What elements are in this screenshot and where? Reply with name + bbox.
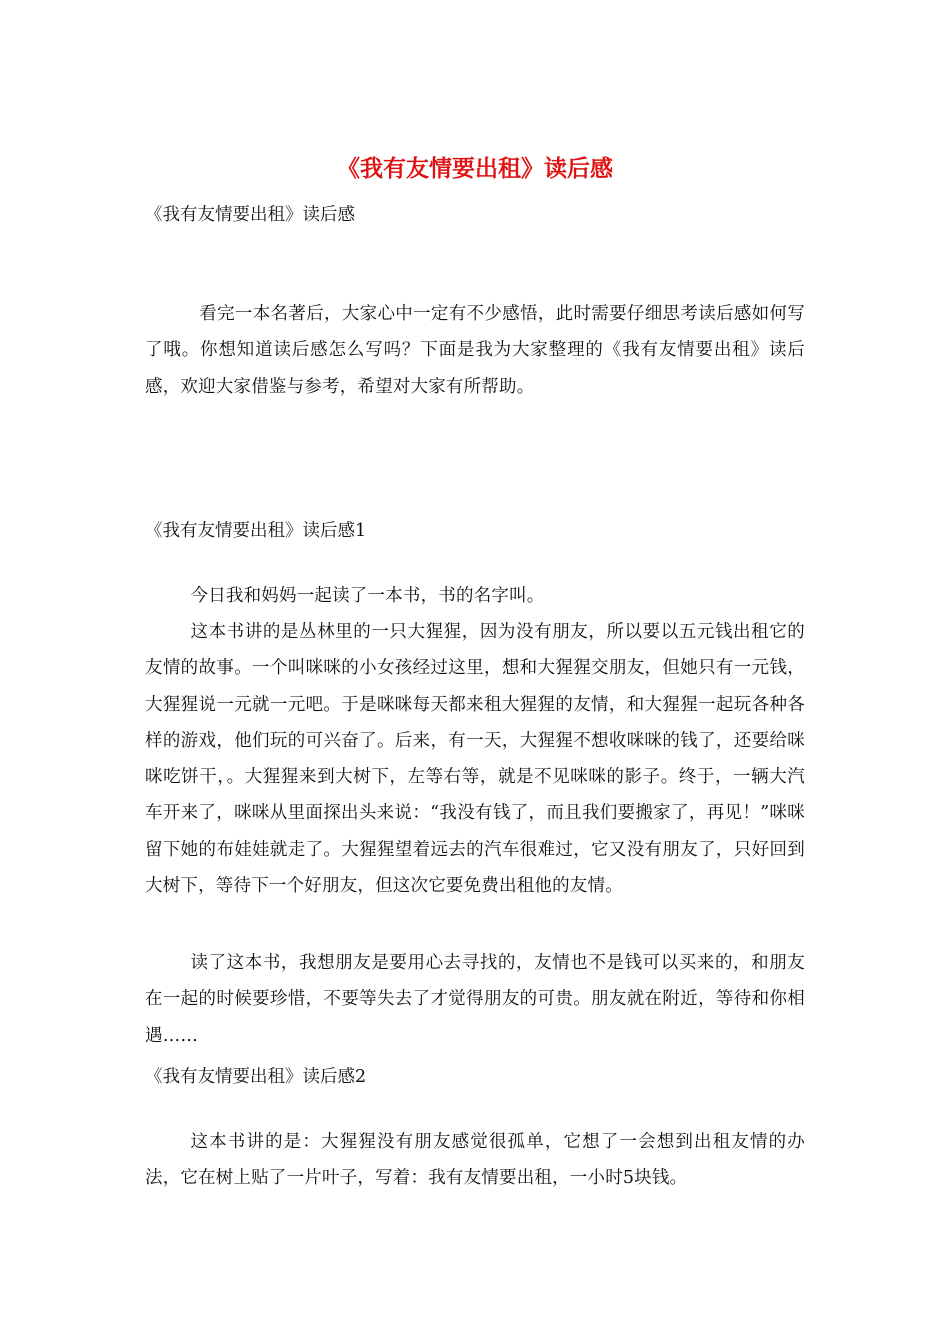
section-1-paragraph-1: 今日我和妈妈一起读了一本书，书的名字叫。 <box>190 586 545 606</box>
document-subtitle: 《我有友情要出租》读后感 <box>145 205 355 225</box>
intro-paragraph: 看完一本名著后，大家心中一定有不少感悟，此时需要仔细思考读后感如何写了哦。你想知道读后感怎么写吗？下面是我为大家整理的《我有友情要出租》读后感，欢迎大家借鉴与参考，希望对大家有所帮助。 <box>145 304 805 397</box>
section-1-heading: 《我有友情要出租》读后感1 <box>145 521 367 541</box>
section-1-paragraph-3: 读了这本书，我想朋友是要用心去寻找的，友情也不是钱可以买来的，和朋友在一起的时候要珍惜，不要等失去了才觉得朋友的可贵。朋友就在附近，等待和你相遇…… <box>145 953 805 1046</box>
section-2-heading: 《我有友情要出租》读后感2 <box>145 1067 367 1087</box>
section-2-paragraph-1: 这本书讲的是：大猩猩没有朋友感觉很孤单，它想了一会想到出租友情的办法，它在树上贴了一片叶子，写着：我有友情要出租，一小时5块钱。 <box>145 1132 805 1189</box>
section-1-paragraph-2: 这本书讲的是丛林里的一只大猩猩，因为没有朋友，所以要以五元钱出租它的友情的故事。一个叫咪咪的小女孩经过这里，想和大猩猩交朋友，但她只有一元钱，大猩猩说一元就一元吧。于是咪咪每天都来租大猩猩的友情，和大猩猩一起玩各种各样的游戏，他们玩的可兴奋了。后来，有一天，大猩猩不想收咪咪的钱了，还要给咪咪吃饼干，。大猩猩来到大树下，左等右等，就是不见咪咪的影子。终于，一辆大汽车开来了，咪咪从里面探出头来说：“我没有钱了，而且我们要搬家了，再见！”咪咪留下她的布娃娃就走了。大猩猩望着远去的汽车很难过，它又没有朋友了，只好回到大树下，等待下一个好朋友，但这次它要免费出租他的友情。 <box>145 622 805 897</box>
document-title: 《我有友情要出租》读后感 <box>337 156 613 182</box>
